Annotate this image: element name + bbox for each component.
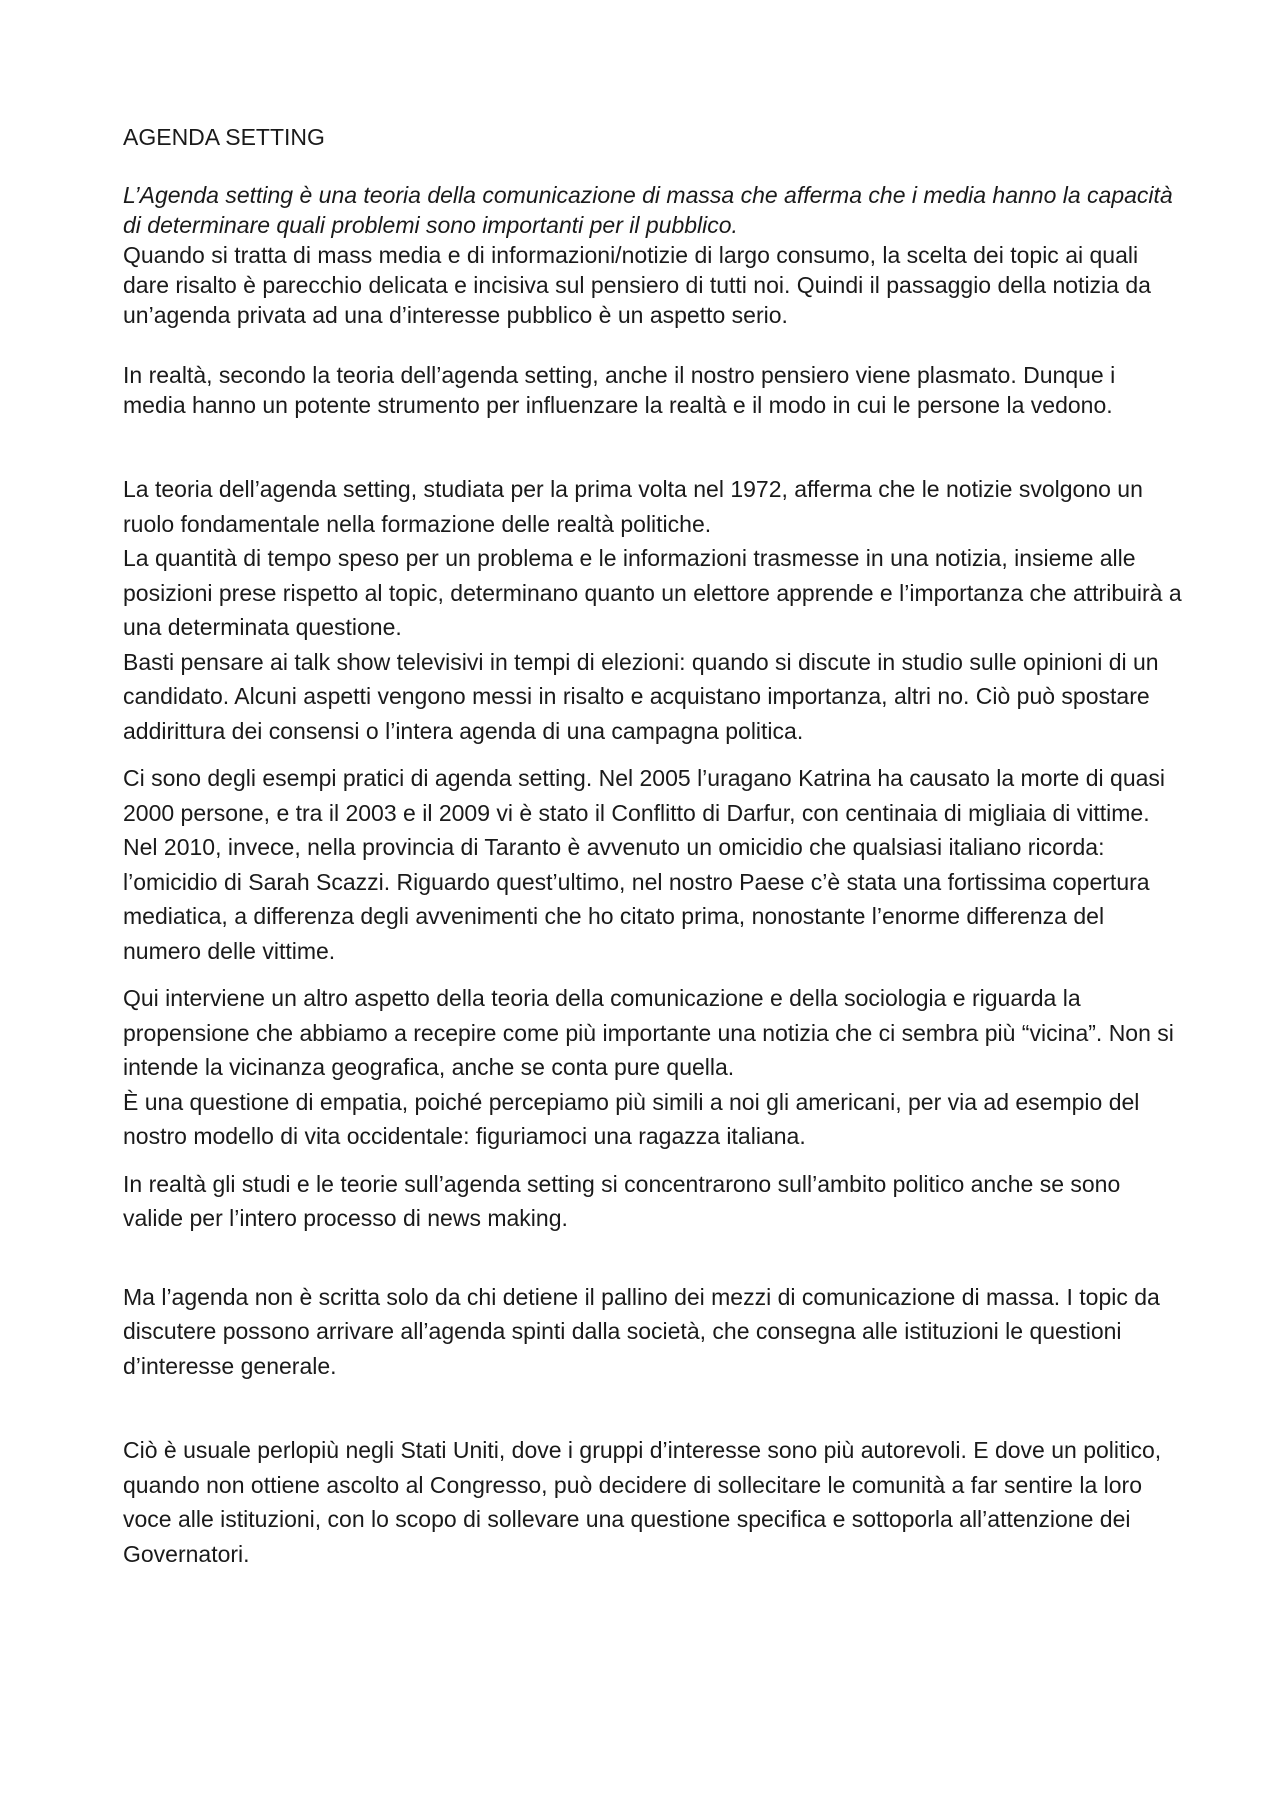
paragraph-spacer	[123, 1383, 1183, 1433]
political-focus-paragraph: In realtà gli studi e le teorie sull’agenda setting si concentrarono sull’ambito politico anche se sono valide per l’intero processo di news making.	[123, 1170, 1121, 1231]
society-agenda-paragraph: Ma l’agenda non è scritta solo da chi detiene il pallino dei mezzi di comunicazione di massa. I topic da discutere possono arrivare all’agenda spinti dalla società, che consegna alle istituzioni le questioni d’interesse generale.	[123, 1283, 1160, 1379]
reality-section	[123, 360, 1183, 420]
paragraph-spacer	[123, 420, 1183, 472]
examples-paragraph: Ci sono degli esempi pratici di agenda setting. Nel 2005 l’uragano Katrina ha causato la morte di quasi 2000 persone, e tra il 2003 e il 2009 vi è stato il Conflitto di Darfur, con centinaia di migliaia di vittime. Nel 2010, invece, nella provincia di Taranto è avvenuto un omicidio che qualsiasi italiano ricorda: l’omicidio di Sarah Scazzi. Riguardo quest’ultimo, nel nostro Paese c’è stata una fortissima copertura mediatica, a differenza degli avvenimenti che ho citato prima, nonostante l’enorme differenza del numero delle vittime.	[123, 765, 1166, 964]
reality-paragraph: In realtà, secondo la teoria dell’agenda setting, anche il nostro pensiero viene plasmato. Dunque i media hanno un potente strumento per influenzare la realtà e il modo in cui le persone la vedono.	[123, 362, 1116, 418]
theory-section	[123, 472, 1183, 1236]
empathy-paragraph: È una questione di empatia, poiché percepiamo più simili a noi gli americani, per via ad esempio del nostro modello di vita occidentale: figuriamoci una ragazza italiana.	[123, 1088, 1140, 1149]
intro-continuation-paragraph: Quando si tratta di mass media e di informazioni/notizie di largo consumo, la scelta dei topic ai quali dare risalto è parecchio delicata e incisiva sul pensiero di tutti noi. Quindi il passaggio della notizia da un’agenda privata ad una d’interesse pubblico è un aspetto serio.	[123, 242, 1151, 328]
document-title: AGENDA SETTING	[123, 124, 325, 150]
proximity-paragraph: Qui interviene un altro aspetto della teoria della comunicazione e della sociologia e riguarda la propensione che abbiamo a recepire come più importante una notizia che ci sembra più “vicina”. Non si intende la vicinanza geografica, anche se conta pure quella.	[123, 985, 1174, 1080]
paragraph-spacer	[123, 1236, 1183, 1280]
time-spent-paragraph: La quantità di tempo speso per un problema e le informazioni trasmesse in una notizia, insieme alle posizioni prese rispetto al topic, determinano quanto un elettore apprende e l’importanza che attribuirà a una determinata questione.	[123, 545, 1182, 640]
intro-section	[123, 180, 1183, 330]
society-section	[123, 1280, 1183, 1384]
usa-paragraph: Ciò è usuale perlopiù negli Stati Uniti, dove i gruppi d’interesse sono più autorevoli. E dove un politico, quando non ottiene ascolto al Congresso, può decidere di sollecitare le comunità a far sentire la loro voce alle istituzioni, con lo scopo di sollevare una questione specifica e sottoporla all’attenzione dei Governatori.	[123, 1437, 1162, 1567]
theory-1972-paragraph: La teoria dell’agenda setting, studiata per la prima volta nel 1972, afferma che le notizie svolgono un ruolo fondamentale nella formazione delle realtà politiche.	[123, 476, 1143, 537]
document-page	[123, 122, 1183, 1571]
paragraph-spacer	[123, 330, 1183, 360]
usa-section	[123, 1433, 1183, 1571]
talk-show-paragraph: Basti pensare ai talk show televisivi in tempi di elezioni: quando si discute in studio sulle opinioni di un candidato. Alcuni aspetti vengono messi in risalto e acquistano importanza, altri no. Ciò può spostare addirittura dei consensi o l’intera agenda di una campagna politica.	[123, 648, 1159, 744]
intro-italic-paragraph: L’Agenda setting è una teoria della comunicazione di massa che afferma che i media hanno la capacità di determinare quali problemi sono importanti per il pubblico.	[123, 182, 1173, 238]
